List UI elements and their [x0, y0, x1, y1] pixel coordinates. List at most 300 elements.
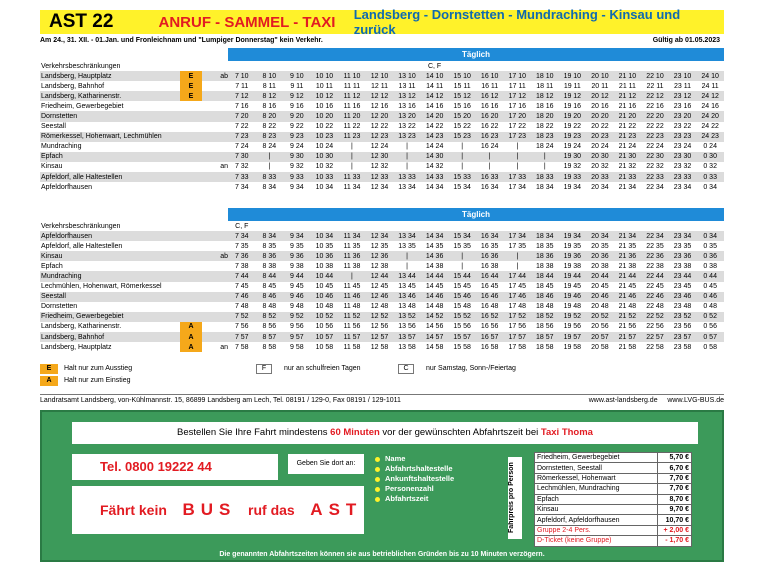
restriction-code	[283, 221, 311, 231]
stop-direction	[202, 122, 228, 132]
departure-time: 19 23	[559, 132, 587, 142]
departure-time: 15 11	[453, 82, 471, 90]
info-bullet: Ankunftshaltestelle	[375, 474, 525, 484]
departure-time: 12 32	[370, 163, 389, 171]
departure-time: 14 56	[425, 323, 444, 331]
stop-mark	[180, 111, 202, 121]
departure-time: 18 48	[536, 303, 554, 311]
departure-time: 23 58	[673, 343, 692, 351]
stop-name: Mundraching	[40, 271, 180, 281]
stop-name: Apfeldorf, alle Haltestellen	[40, 172, 180, 182]
stop-mark	[180, 122, 202, 132]
departure-time: 12 52	[366, 312, 394, 322]
price-value: 8,70 €	[658, 494, 692, 504]
stop-mark	[180, 101, 202, 111]
stop-direction	[202, 111, 228, 121]
departure-time: 16 34	[476, 231, 504, 241]
departure-time: 14 36	[421, 251, 449, 261]
departure-time: 19 34	[563, 183, 582, 191]
departure-time: 17 58	[508, 343, 526, 351]
departure-time: 12 34	[370, 183, 389, 191]
departure-time: 8 36	[256, 251, 284, 261]
no-service-note: Am 24., 31. XII. - 01.Jan. und Fronleichnam und "Lumpiger Donnerstag" kein Verkehr.	[40, 37, 323, 44]
stop-direction	[202, 182, 228, 192]
departure-time: 10 48	[315, 303, 334, 311]
departure-time: |	[448, 251, 476, 261]
departure-time: 9 34	[290, 183, 304, 191]
departure-time: 15 46	[448, 292, 476, 302]
departure-time: 23 16	[673, 102, 692, 110]
departure-time: 19 16	[563, 102, 582, 110]
departure-time: 8 16	[262, 102, 277, 110]
departure-time: 10 30	[311, 152, 339, 162]
phone-number[interactable]: Tel. 0800 19222 44	[72, 454, 278, 480]
departure-time: 8 58	[262, 343, 277, 351]
departure-time: 22 48	[646, 303, 664, 311]
departure-time: 14 22	[425, 123, 444, 131]
departure-time: 21 34	[614, 231, 642, 241]
departure-time: |	[393, 251, 421, 261]
departure-time: 13 45	[398, 283, 416, 291]
departure-time: 10 45	[315, 283, 334, 291]
departure-time: 11 52	[338, 312, 366, 322]
restriction-code	[283, 61, 311, 71]
price-row	[535, 463, 692, 473]
departure-time: 18 36	[531, 251, 559, 261]
departure-time: 20 48	[591, 303, 609, 311]
price-value: 7,70 €	[658, 484, 692, 494]
departure-time: 18 52	[531, 312, 559, 322]
departure-time: 0 36	[696, 251, 724, 261]
departure-time: 22 34	[646, 183, 664, 191]
departure-time: 18 22	[536, 123, 554, 131]
stop-row	[40, 132, 724, 142]
departure-time: 20 30	[586, 152, 614, 162]
price-row	[535, 453, 692, 463]
departure-time: 20 22	[591, 123, 609, 131]
departure-time: 23 52	[669, 312, 697, 322]
web-link-lvg[interactable]: www.LVG-BUS.de	[667, 397, 724, 404]
restriction-code	[393, 61, 421, 71]
departure-time: 18 58	[536, 343, 554, 351]
departure-time: 21 12	[614, 91, 642, 101]
stop-name: Landsberg, Hauptplatz	[41, 343, 112, 351]
departure-time: 11 57	[338, 332, 366, 342]
departure-time: 15 45	[453, 283, 471, 291]
departure-time: 14 34	[421, 231, 449, 241]
restriction-code	[503, 61, 531, 71]
stop-direction	[202, 271, 228, 281]
departure-time: 9 34	[283, 231, 311, 241]
stop-name: Dornstetten	[40, 111, 180, 121]
departure-time: 11 23	[338, 132, 366, 142]
price-table	[534, 452, 692, 547]
departure-time: 13 10	[393, 71, 421, 81]
departure-time: 7 57	[228, 332, 256, 342]
departure-time: 20 23	[586, 132, 614, 142]
departure-time: 7 16	[234, 102, 249, 110]
departure-time: 12 33	[366, 172, 394, 182]
departure-time: |	[393, 152, 421, 162]
departure-time: |	[543, 163, 546, 171]
departure-time: 20 38	[591, 262, 609, 270]
departure-time: 18 57	[531, 332, 559, 342]
departure-time: 10 56	[315, 323, 334, 331]
departure-time: 20 11	[591, 82, 609, 90]
departure-time: 10 33	[311, 172, 339, 182]
departure-time: |	[476, 152, 504, 162]
departure-time: 16 35	[480, 242, 499, 250]
departure-time: 14 48	[425, 303, 444, 311]
departure-time: 20 58	[591, 343, 609, 351]
departure-time: 21 16	[618, 102, 637, 110]
departure-time: 10 57	[311, 332, 339, 342]
departure-time: 16 44	[476, 271, 504, 281]
departure-time: 7 48	[234, 303, 249, 311]
valid-from: Gültig ab 01.05.2023	[652, 37, 720, 44]
stop-row	[40, 162, 724, 172]
departure-time: 7 20	[228, 111, 256, 121]
restriction-code	[256, 61, 284, 71]
restriction-label: Verkehrsbeschränkungen	[41, 222, 121, 230]
price-row	[535, 504, 692, 514]
departure-time: 21 44	[614, 271, 642, 281]
departure-time: 22 12	[641, 91, 669, 101]
departure-time: 15 44	[448, 271, 476, 281]
departure-time: 23 33	[669, 172, 697, 182]
departure-time: 17 57	[503, 332, 531, 342]
slogan-1: Fährt kein	[100, 502, 167, 518]
departure-time: 21 11	[618, 82, 636, 90]
restriction-code	[531, 221, 559, 231]
stop-direction	[202, 91, 228, 101]
departure-time: 8 48	[262, 303, 277, 311]
stop-direction	[202, 302, 228, 312]
departure-time: 19 34	[559, 231, 587, 241]
departure-time: 10 23	[311, 132, 339, 142]
departure-time: 10 44	[311, 271, 339, 281]
departure-time: 13 12	[393, 91, 421, 101]
departure-time: 22 32	[646, 163, 664, 171]
departure-time: 9 12	[283, 91, 311, 101]
departure-time: 20 36	[586, 251, 614, 261]
price-destination: Friedheim, Gewerbegebiet	[535, 453, 658, 463]
price-destination: Römerkessel, Hohenwart	[535, 473, 658, 483]
departure-time: 20 45	[591, 283, 609, 291]
departure-time: 11 10	[338, 71, 366, 81]
restriction-code	[366, 61, 394, 71]
departure-time: 15 34	[448, 231, 476, 241]
departure-time: 18 20	[531, 111, 559, 121]
stop-name: Friedheim, Gewerbegebiet	[41, 102, 124, 110]
departure-time: 11 12	[338, 91, 366, 101]
stop-mark: E	[180, 81, 202, 91]
departure-time: 12 16	[370, 102, 389, 110]
stop-direction	[202, 132, 228, 142]
departure-time: 7 12	[228, 91, 256, 101]
restriction-code	[559, 61, 587, 71]
departure-time: 12 20	[366, 111, 394, 121]
departure-time: 7 34	[228, 231, 256, 241]
price-destination: D-Ticket (keine Gruppe)	[535, 536, 658, 546]
departure-time: 14 58	[425, 343, 444, 351]
departure-time: 17 44	[503, 271, 531, 281]
legend-c-text: nur Samstag, Sonn-/Feiertag	[426, 365, 516, 372]
departure-time: 8 20	[256, 111, 284, 121]
departure-time: 8 24	[262, 143, 277, 151]
legend-a-text: Halt nur zum Einstieg	[64, 377, 131, 384]
departure-time: 21 52	[614, 312, 642, 322]
departure-time: 21 48	[618, 303, 637, 311]
legend	[40, 362, 724, 392]
restriction-code	[586, 61, 614, 71]
departure-time: 23 23	[669, 132, 697, 142]
departure-time: 11 58	[343, 343, 361, 351]
departure-time: 9 35	[290, 242, 304, 250]
departure-time: 9 23	[283, 132, 311, 142]
ast-info-panel	[40, 410, 724, 562]
restriction-code	[669, 221, 697, 231]
departure-time: |	[448, 152, 476, 162]
stop-direction	[202, 81, 228, 91]
restriction-code	[641, 61, 669, 71]
departure-time: 7 38	[234, 262, 249, 270]
departure-time: |	[406, 262, 408, 270]
stop-name: Landsberg, Katharinenstr.	[41, 323, 122, 331]
stop-row	[40, 342, 724, 352]
departure-time: 0 45	[703, 283, 717, 291]
stop-direction	[202, 231, 228, 241]
departure-time: 11 45	[343, 283, 361, 291]
stop-mark	[180, 241, 202, 251]
departure-time: 10 34	[311, 231, 339, 241]
departure-time: 11 36	[338, 251, 366, 261]
departure-time: 11 16	[343, 102, 361, 110]
departure-time: 18 23	[531, 132, 559, 142]
departure-time: 22 58	[646, 343, 664, 351]
departure-time: 18 16	[536, 102, 554, 110]
departure-time: 20 20	[586, 111, 614, 121]
stop-row	[40, 271, 724, 281]
departure-time: 18 34	[536, 183, 554, 191]
stop-direction	[202, 101, 228, 111]
departure-time: 9 57	[283, 332, 311, 342]
departure-time: 21 57	[614, 332, 642, 342]
departure-time: 7 44	[228, 271, 256, 281]
departure-time: 15 12	[448, 91, 476, 101]
price-value: + 2,00 €	[658, 525, 692, 535]
departure-time: 0 32	[703, 163, 717, 171]
stop-direction: ab	[202, 71, 228, 81]
stop-mark	[180, 182, 202, 192]
restriction-code	[228, 61, 256, 71]
departure-time: 13 11	[398, 82, 416, 90]
departure-time: 7 32	[234, 163, 249, 171]
departure-time: 12 10	[366, 71, 394, 81]
departure-time: 21 32	[618, 163, 637, 171]
departure-time: 11 38	[343, 262, 361, 270]
departure-time: 13 46	[393, 292, 421, 302]
stop-name: Mundraching	[41, 143, 82, 151]
departure-time: 7 34	[234, 183, 249, 191]
departure-time: |	[503, 152, 531, 162]
day-header: Täglich	[228, 208, 724, 221]
departure-time: 16 20	[476, 111, 504, 121]
departure-time: 16 33	[476, 172, 504, 182]
give-info-label: Geben Sie dort an:	[288, 454, 364, 474]
departure-time: |	[461, 163, 464, 171]
stop-mark: E	[180, 71, 202, 81]
departure-time: 7 24	[234, 143, 249, 151]
departure-time: 15 10	[448, 71, 476, 81]
departure-time: 19 32	[563, 163, 582, 171]
stop-direction	[202, 152, 228, 162]
restriction-code	[311, 61, 339, 71]
departure-time: 15 34	[453, 183, 471, 191]
departure-time: 13 57	[393, 332, 421, 342]
info-bullet: Abfahrtshaltestelle	[375, 464, 525, 474]
departure-time: 9 20	[283, 111, 311, 121]
departure-time: 11 34	[338, 231, 366, 241]
restriction-code	[366, 221, 394, 231]
legend-a-mark: A	[40, 376, 58, 386]
departure-time: 20 24	[591, 143, 609, 151]
web-link-ast[interactable]: www.ast-landsberg.de	[588, 397, 658, 404]
departure-time: 8 56	[262, 323, 277, 331]
departure-time: 19 52	[559, 312, 587, 322]
departure-time: 22 35	[646, 242, 664, 250]
departure-time: 19 22	[563, 123, 582, 131]
departure-time: 19 11	[563, 82, 581, 90]
info-bullet: Name	[375, 454, 525, 464]
departure-time: |	[338, 152, 366, 162]
departure-time: 23 30	[669, 152, 697, 162]
departure-time: 19 38	[563, 262, 582, 270]
stop-direction	[202, 261, 228, 271]
stop-mark	[180, 172, 202, 182]
departure-time: 18 38	[536, 262, 554, 270]
departure-time: 7 45	[234, 283, 249, 291]
departure-time: 18 35	[536, 242, 554, 250]
departure-time: 12 35	[370, 242, 389, 250]
departure-time: 16 48	[480, 303, 499, 311]
day-header: Täglich	[228, 48, 724, 61]
departure-time: 15 56	[453, 323, 471, 331]
stop-direction: an	[220, 163, 228, 171]
departure-time: 20 12	[586, 91, 614, 101]
departure-time: 8 12	[256, 91, 284, 101]
departure-time: 23 36	[669, 251, 697, 261]
restriction-code	[696, 221, 724, 231]
departure-time: 18 46	[531, 292, 559, 302]
restriction-code	[421, 221, 449, 231]
departure-time: 14 12	[421, 91, 449, 101]
stop-row	[40, 71, 724, 81]
departure-time: 13 33	[393, 172, 421, 182]
departure-time: |	[503, 251, 531, 261]
departure-time: 23 22	[673, 123, 692, 131]
departure-time: 17 45	[508, 283, 526, 291]
departure-time: 9 38	[290, 262, 304, 270]
stop-row	[40, 182, 724, 192]
stop-name: Landsberg, Hauptplatz	[40, 71, 180, 81]
departure-time: 20 34	[591, 183, 609, 191]
price-value: - 1,70 €	[658, 536, 692, 546]
departure-time: 13 22	[398, 123, 416, 131]
departure-time: 0 35	[703, 242, 717, 250]
departure-time: 19 57	[559, 332, 587, 342]
header-bar	[40, 7, 724, 37]
stop-row	[40, 142, 724, 152]
stop-direction	[202, 172, 228, 182]
stop-row	[40, 322, 724, 332]
departure-time: 12 56	[370, 323, 389, 331]
departure-time: 14 23	[421, 132, 449, 142]
departure-time: 13 34	[398, 183, 416, 191]
departure-time: |	[488, 163, 491, 171]
departure-time: |	[531, 152, 559, 162]
restriction-code	[503, 221, 531, 231]
departure-time: 12 57	[366, 332, 394, 342]
departure-time: 20 56	[591, 323, 609, 331]
info-bullet: Personenzahl	[375, 484, 525, 494]
departure-time: 18 56	[536, 323, 554, 331]
restriction-code	[696, 61, 724, 71]
departure-time: 17 12	[503, 91, 531, 101]
departure-time: 22 22	[646, 123, 664, 131]
departure-time: 14 46	[421, 292, 449, 302]
departure-time: 12 58	[370, 343, 389, 351]
departure-time: 24 11	[701, 82, 719, 90]
departure-time: 13 58	[398, 343, 416, 351]
slogan-2: ruf das	[248, 502, 295, 518]
stop-name: Friedheim, Gewerbegebiet	[40, 312, 180, 322]
departure-time: 8 23	[256, 132, 284, 142]
restriction-code	[531, 61, 559, 71]
departure-time: 7 11	[235, 82, 249, 90]
departure-time: 19 12	[559, 91, 587, 101]
departure-time: 10 52	[311, 312, 339, 322]
departure-time: 18 11	[536, 82, 554, 90]
departure-time: 13 20	[393, 111, 421, 121]
departure-time: 17 34	[503, 231, 531, 241]
stop-row	[40, 152, 724, 162]
stop-mark: A	[180, 322, 202, 332]
departure-time: 13 16	[398, 102, 416, 110]
restriction-code	[476, 61, 504, 71]
departure-time: 17 35	[508, 242, 526, 250]
departure-time: 22 30	[641, 152, 669, 162]
bullet-dot-icon	[375, 467, 380, 472]
departure-time: 22 23	[641, 132, 669, 142]
stop-mark	[180, 152, 202, 162]
departure-time: 7 46	[228, 292, 256, 302]
departure-time: 15 58	[453, 343, 471, 351]
departure-time: 9 32	[290, 163, 304, 171]
departure-time: 20 35	[591, 242, 609, 250]
departure-time: 11 11	[343, 82, 361, 90]
restriction-code: C, F	[235, 222, 249, 230]
departure-time: 11 20	[338, 111, 366, 121]
departure-time: 9 56	[290, 323, 304, 331]
departure-time: 23 34	[673, 183, 692, 191]
departure-time: 0 24	[703, 143, 717, 151]
departure-time: 21 22	[618, 123, 637, 131]
departure-time: 13 23	[393, 132, 421, 142]
departure-time: 16 56	[480, 323, 499, 331]
departure-time: 18 24	[536, 143, 554, 151]
footer-address: Landratsamt Landsberg, von-Kühlmannstr. 15, 86899 Landsberg am Lech, Tel. 08191 / 129-0, Fax 08191 / 129-1011	[40, 397, 401, 404]
